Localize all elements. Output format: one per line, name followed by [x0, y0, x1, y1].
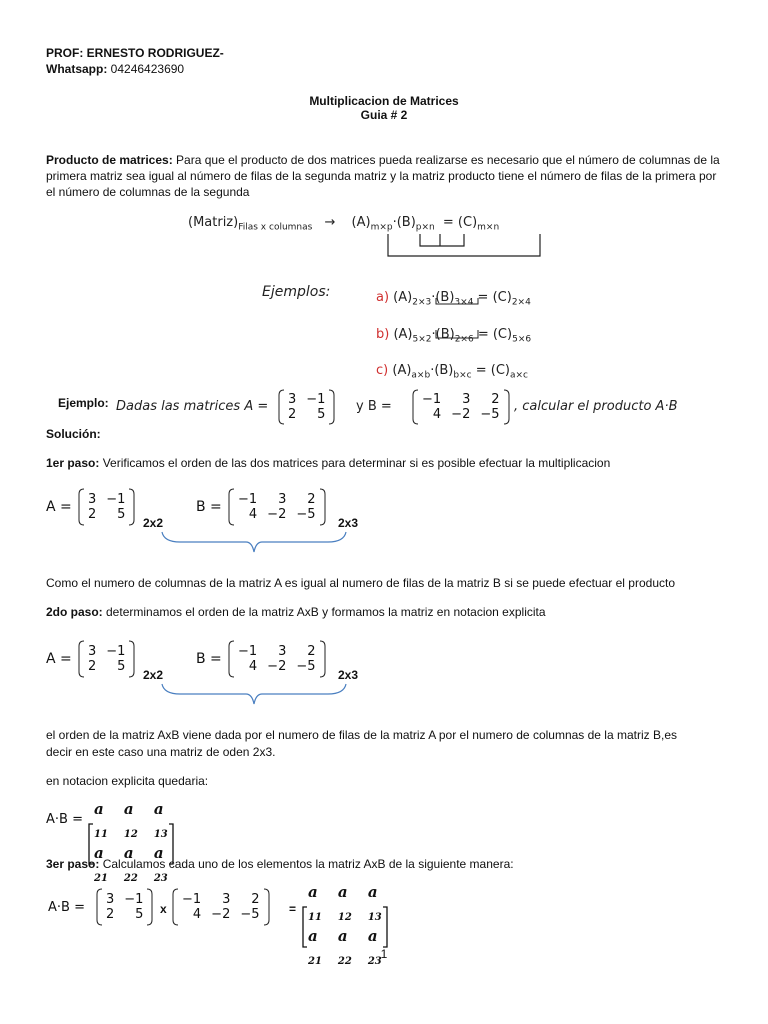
rule-b-sub: p×n [415, 222, 435, 233]
order-a-step2: 2x2 [143, 668, 164, 682]
brace-step2 [160, 680, 350, 708]
paso1-line: 1er paso: Verificamos el orden de las dos matrices para determinar si es posible efectuar la multiplicacion [46, 456, 611, 470]
order-a-step1: 2x2 [143, 516, 164, 530]
times-sign: x [160, 902, 167, 916]
ejemplo-matrix-a: 3 −1 2 5 [278, 389, 335, 425]
rule-b: (B) [396, 215, 416, 230]
matrix-a-step3: 3 −1 2 5 [96, 888, 153, 926]
matrix-a-step2: 3 −1 2 5 [78, 640, 135, 678]
author-name: PROF: ERNESTO RODRIGUEZ- [46, 46, 224, 60]
orden-paragraph: el orden de la matriz AxB viene dada por el numero de filas de la matriz A por el numero de columnas de la matriz B,es decir en este caso una matriz de oden 2x3. [46, 728, 677, 759]
example-a: a) $(A)_{2\times 3}\cdot(B)_{3\times 4} = (C)_{2\times 4}$ [376, 290, 531, 308]
whatsapp-number: 04246423690 [107, 62, 185, 76]
matrix-b-name: B = [196, 651, 222, 667]
example-letter: c) [376, 363, 389, 379]
rule-c-sub: m×n [477, 222, 500, 233]
rule-a: (A) [351, 215, 371, 230]
whatsapp-label: Whatsapp: [46, 62, 108, 76]
matrix-b-step1: −1 3 2 4 −2 −5 [228, 488, 326, 526]
rule-sub: Filas x columnas [238, 222, 313, 233]
ab-label-step3: A·B = [48, 900, 85, 915]
como-text: Como el numero de columnas de la matriz A es igual al numero de filas de la matriz B si se puede efectuar el producto [46, 576, 675, 590]
ejemplos-label: Ejemplos: [262, 284, 331, 300]
ejemplo-text2: , calcular el producto A·B [514, 399, 678, 414]
product-matrix-explicit: a $_{11}$ a $_{12}$ a $_{13}$ a $_{21}$ a $_{22}$ a $_{23}$ [88, 800, 174, 888]
matrix-size-rule: $(Matriz)_{Filas x columnas} \to (A)_{m\times p}\cdot(B)_{p\times n} = (C)_{m\times n}$ [188, 215, 500, 233]
intro-text: Para que el producto de dos matrices pueda realizarse es necesario que el número de columnas de la primera matriz sea igual al número de filas de la segunda matriz y la matriz producto tiene el número de filas de la primera por el número de columnas de la segunda [46, 153, 720, 199]
matrix-b-step3: −1 3 2 4 −2 −5 [172, 888, 270, 926]
example-letter: a) [376, 290, 390, 305]
product-matrix-result: a $_{11}$ a $_{12}$ a $_{13}$ a $_{21}$ a $_{22}$ a $_{23}$ [302, 883, 388, 971]
rule-c: = (C) [442, 215, 478, 230]
paso2-line: 2do paso: determinamos el orden de la matriz AxB y formamos la matriz en notacion explicita [46, 605, 546, 619]
rule-connector-arrows [380, 232, 550, 262]
intro-paragraph [46, 152, 726, 200]
example-letter: b) [376, 326, 390, 342]
paso3-line: 3er paso: Calculamos cada uno de los elementos la matriz AxB de la siguiente manera: [46, 857, 514, 871]
matrix-b-step2: −1 3 2 4 −2 −5 [228, 640, 326, 678]
ejemplo-y: y B = [356, 399, 392, 414]
intro-label: Producto de matrices: [46, 153, 173, 167]
ejemplo-matrix-b: −1 3 2 4 −2 −5 [412, 389, 510, 425]
matrix-a-name: A = [46, 651, 72, 667]
ab-label: A·B = [46, 812, 83, 827]
matrix-a-step1: 3 −1 2 5 [78, 488, 135, 526]
matrix-a-name: A = [46, 499, 72, 515]
page-number: 1 [380, 947, 388, 961]
ejemplo-label: Ejemplo: [58, 396, 109, 410]
whatsapp-line [46, 61, 184, 77]
order-b-step1: 2x3 [338, 516, 359, 530]
equals-sign: = [289, 902, 297, 916]
example-b: b) $(A)_{5\times 2}\cdot(B)_{2\times 6} = (C)_{5\times 6}$ [376, 326, 532, 345]
order-b-step2: 2x3 [338, 668, 359, 682]
rule-lhs: (Matriz) [188, 215, 239, 230]
doc-subtitle: Guia # 2 [360, 108, 408, 122]
example-connectors [430, 296, 510, 344]
notacion-text: en notacion explicita quedaria: [46, 774, 209, 788]
rule-a-sub: m×p [370, 222, 393, 233]
arrow-icon: → [324, 215, 336, 230]
brace-step1 [160, 528, 350, 556]
example-c: c) $(A)_{a\times b}\cdot(B)_{b\times c} = (C)_{a\times c}$ [376, 363, 528, 381]
solucion-heading: Solución: [46, 427, 101, 441]
matrix-b-name: B = [196, 499, 222, 515]
ejemplo-text1: Dadas las matrices A = [116, 399, 269, 414]
doc-title: Multiplicacion de Matrices [309, 94, 459, 108]
